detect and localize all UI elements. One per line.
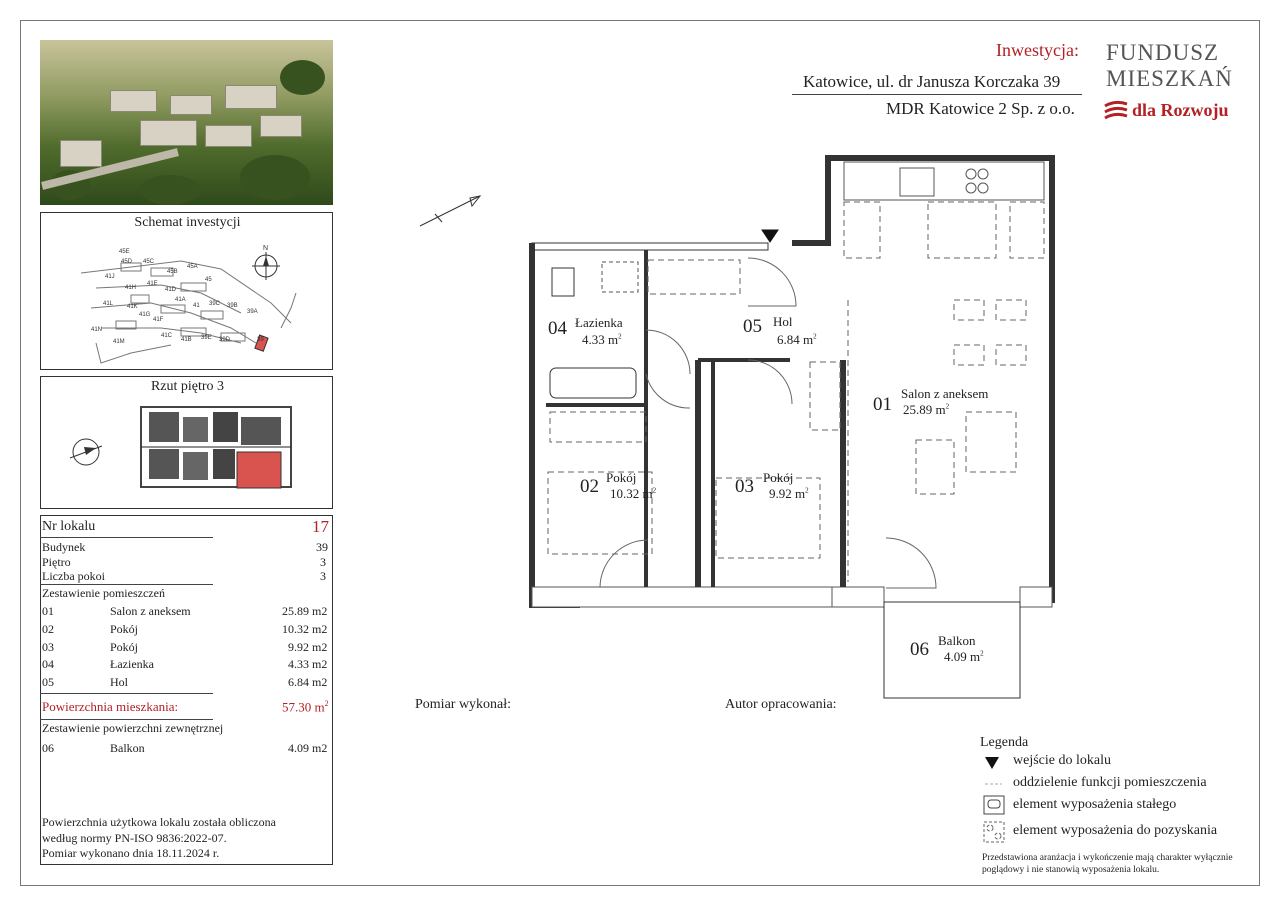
exterior-row-area: 4.09 m2 bbox=[288, 741, 328, 755]
disclaimer-line-1: Przedstawiona aranżacja i wykończenie mają charakter wyłącznie bbox=[982, 853, 1233, 863]
svg-text:39E: 39E bbox=[201, 335, 212, 341]
note-line-1: Powierzchnia użytkowa lokalu została obliczona bbox=[42, 815, 276, 829]
floor-plan-thumbnail bbox=[41, 377, 334, 510]
svg-text:41: 41 bbox=[193, 303, 200, 309]
svg-text:39: 39 bbox=[257, 337, 264, 343]
svg-text:41H: 41H bbox=[125, 285, 137, 291]
room-row-area: 9.92 m2 bbox=[288, 640, 328, 654]
svg-text:39A: 39A bbox=[247, 309, 258, 315]
svg-text:41G: 41G bbox=[139, 312, 151, 318]
svg-text:41N: 41N bbox=[91, 327, 103, 333]
svg-text:45A: 45A bbox=[187, 264, 198, 270]
exterior-row-name: Balkon bbox=[110, 741, 145, 755]
room-row-area: 6.84 m2 bbox=[288, 675, 328, 689]
scheme-map bbox=[41, 233, 334, 369]
north-arrow-icon bbox=[420, 196, 480, 226]
floor-plan-thumbnail-title: Rzut piętro 3 bbox=[150, 379, 225, 394]
svg-text:39D: 39D bbox=[219, 337, 231, 343]
legend-title: Legenda bbox=[980, 735, 1029, 750]
rooms-header: Zestawienie pomieszczeń bbox=[42, 586, 165, 600]
room-row-no: 02 bbox=[42, 622, 54, 636]
investment-label: Inwestycja: bbox=[996, 40, 1079, 60]
building-value: 39 bbox=[316, 540, 328, 554]
unit-summary-panel bbox=[40, 515, 333, 865]
svg-text:45C: 45C bbox=[143, 259, 155, 265]
svg-text:41F: 41F bbox=[153, 317, 164, 323]
svg-text:41C: 41C bbox=[161, 333, 173, 339]
building-label: Budynek bbox=[42, 540, 86, 554]
svg-text:41E: 41E bbox=[147, 281, 158, 287]
investment-scheme-panel bbox=[40, 212, 333, 370]
legend-fixed-label: element wyposażenia stałego bbox=[1013, 797, 1177, 812]
svg-text:45D: 45D bbox=[121, 259, 133, 265]
disclaimer-line-2: poglądowy i nie stanowią wyposażenia lokalu. bbox=[982, 865, 1160, 875]
aerial-photo bbox=[40, 40, 333, 205]
svg-text:41L: 41L bbox=[103, 301, 114, 307]
room-row-area: 10.32 m2 bbox=[282, 622, 328, 636]
room-row-area: 25.89 m2 bbox=[282, 604, 328, 618]
compass-small-icon bbox=[70, 439, 102, 465]
svg-text:41B: 41B bbox=[181, 337, 192, 343]
room-row-no: 05 bbox=[42, 675, 54, 689]
svg-text:41M: 41M bbox=[113, 339, 125, 345]
room-row-no: 01 bbox=[42, 604, 54, 618]
room-row-name: Łazienka bbox=[110, 657, 154, 671]
svg-text:41K: 41K bbox=[127, 304, 138, 310]
exterior-header: Zestawienie powierzchni zewnętrznej bbox=[42, 721, 224, 735]
apartment-floor-plan bbox=[380, 150, 1080, 710]
room-row-name: Salon z aneksem bbox=[110, 604, 191, 618]
legend-dashed-label: oddzielenie funkcji pomieszczenia bbox=[1013, 775, 1207, 790]
room-row-no: 04 bbox=[42, 657, 54, 671]
svg-text:41D: 41D bbox=[165, 287, 177, 293]
optional-equipment-icon bbox=[984, 822, 1004, 842]
note-line-3: Pomiar wykonano dnia 18.11.2024 r. bbox=[42, 846, 220, 860]
room-row-no: 03 bbox=[42, 640, 54, 654]
investment-address: Katowice, ul. dr Janusza Korczaka 39 bbox=[803, 72, 1061, 91]
svg-text:45: 45 bbox=[205, 277, 212, 283]
svg-text:N: N bbox=[263, 245, 269, 252]
room-row-name: Pokój bbox=[110, 640, 139, 654]
legend-icons bbox=[982, 754, 1010, 844]
total-area-label: Powierzchnia mieszkania: bbox=[42, 699, 179, 714]
logo-stripes-icon bbox=[1103, 100, 1129, 122]
measured-by-label: Pomiar wykonał: bbox=[415, 697, 512, 712]
scheme-title: Schemat investycji bbox=[134, 215, 241, 230]
svg-text:41J: 41J bbox=[105, 274, 115, 280]
note-line-2: według normy PN-ISO 9836:2022-07. bbox=[42, 831, 227, 845]
floor-value: 3 bbox=[320, 555, 326, 569]
compass-icon bbox=[252, 245, 280, 280]
room-row-name: Pokój bbox=[110, 622, 139, 636]
floor-plan-thumbnail-panel bbox=[40, 376, 333, 509]
svg-text:41A: 41A bbox=[175, 297, 186, 303]
svg-text:45E: 45E bbox=[119, 249, 130, 255]
author-label: Autor opracowania: bbox=[725, 697, 837, 712]
room-row-name: Hol bbox=[110, 675, 128, 689]
exterior-row-no: 06 bbox=[42, 741, 54, 755]
unit-number-value: 17 bbox=[312, 517, 329, 536]
total-area-value: 57.30 $m^2$ bbox=[282, 699, 329, 715]
rooms-count-value: 3 bbox=[320, 569, 326, 583]
entrance-triangle-icon bbox=[762, 230, 778, 242]
svg-text:39B: 39B bbox=[227, 303, 238, 309]
floor-label: Piętro bbox=[42, 555, 71, 569]
svg-text:39C: 39C bbox=[209, 301, 221, 307]
legend-optional-label: element wyposażenia do pozyskania bbox=[1013, 823, 1218, 838]
rooms-count-label: Liczba pokoi bbox=[42, 569, 105, 583]
room-row-area: 4.33 m2 bbox=[288, 657, 328, 671]
legend-entrance-label: wejście do lokalu bbox=[1013, 753, 1111, 768]
entrance-triangle-icon bbox=[985, 757, 999, 769]
fixed-equipment-icon bbox=[984, 796, 1004, 814]
unit-number-label: Nr lokalu bbox=[42, 519, 96, 534]
svg-text:45B: 45B bbox=[167, 269, 178, 275]
company-name: MDR Katowice 2 Sp. z o.o. bbox=[886, 99, 1075, 118]
